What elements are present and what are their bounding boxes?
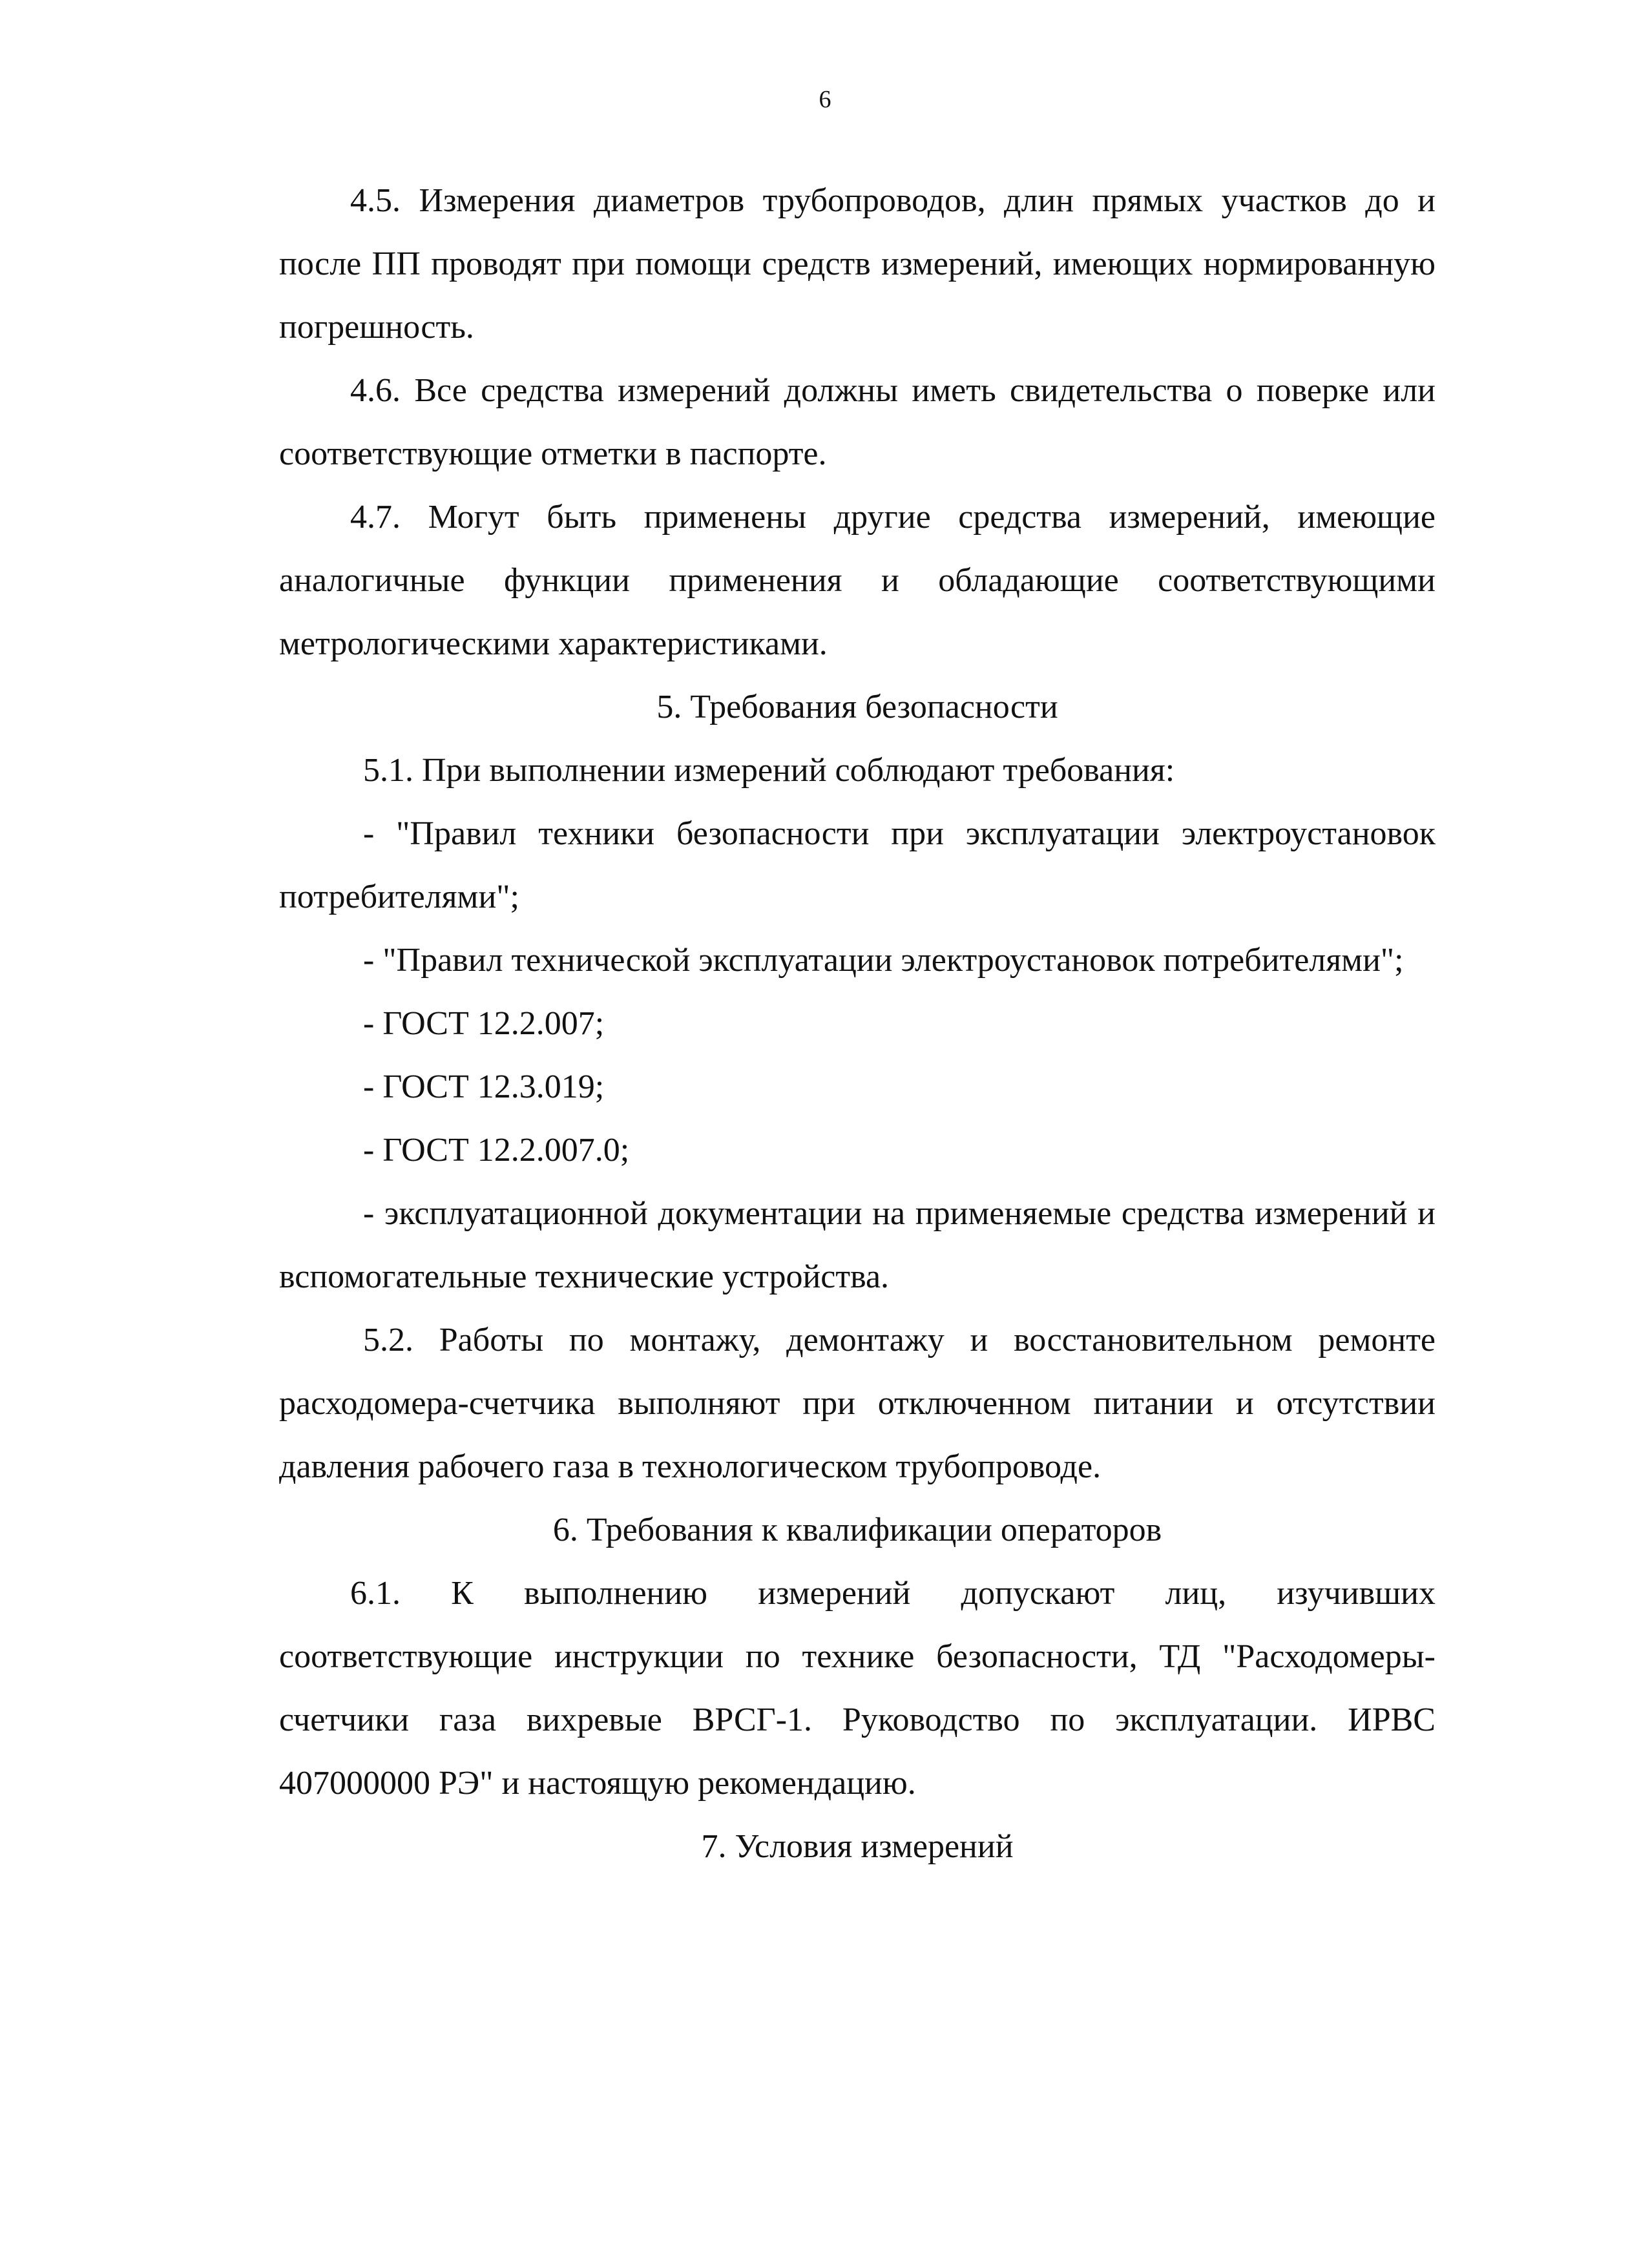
- section-heading-6: 6. Требования к квалификации операторов: [552, 1512, 1162, 1548]
- paragraph-4-6: 4.6. Все средства измерений должны иметь свидетельства о поверке или соответствующие отметки в паспорте.: [279, 372, 1436, 472]
- paragraph-5-2: 5.2. Работы по монтажу, демонтажу и восстановительном ремонте расходомера-счетчика выполняют при отключенном питании и отсутствии давления рабочего газа в технологическом трубопроводе.: [279, 1322, 1436, 1485]
- list-item-safety-rules: - "Правил техники безопасности при эксплуатации электроустановок потребителями";: [279, 815, 1436, 915]
- section-heading-7: 7. Условия измерений: [701, 1828, 1014, 1865]
- paragraph-6-1: 6.1. К выполнению измерений допускают лиц, изучивших соответствующие инструкции по технике безопасности, ТД "Расходомеры-счетчики газа вихревые ВРСГ-1. Руководство по эксплуатации. ИРВС 407000000 РЭ" и настоящую рекомендацию.: [279, 1575, 1436, 1802]
- paragraph-5-1: 5.1. При выполнении измерений соблюдают требования:: [363, 752, 1175, 789]
- page-number: 6: [819, 86, 831, 113]
- list-item-gost-12-2-007: - ГОСТ 12.2.007;: [363, 1005, 605, 1042]
- section-heading-5: 5. Требования безопасности: [656, 689, 1058, 725]
- list-item-gost-12-3-019: - ГОСТ 12.3.019;: [363, 1068, 605, 1105]
- paragraph-4-5: 4.5. Измерения диаметров трубопроводов, длин прямых участков до и после ПП проводят при помощи средств измерений, имеющих нормированную погрешность.: [279, 182, 1436, 346]
- list-item-operational-docs: - эксплуатационной документации на применяемые средства измерений и вспомогательные технические устройства.: [279, 1195, 1436, 1295]
- document-body: [279, 169, 1436, 1878]
- paragraph-4-7: 4.7. Могут быть применены другие средства измерений, имеющие аналогичные функции применения и обладающие соответствующими метрологическими характеристиками.: [279, 499, 1436, 662]
- list-item-gost-12-2-007-0: - ГОСТ 12.2.007.0;: [363, 1132, 630, 1169]
- list-item-operation-rules: - "Правил технической эксплуатации электроустановок потребителями";: [363, 942, 1404, 979]
